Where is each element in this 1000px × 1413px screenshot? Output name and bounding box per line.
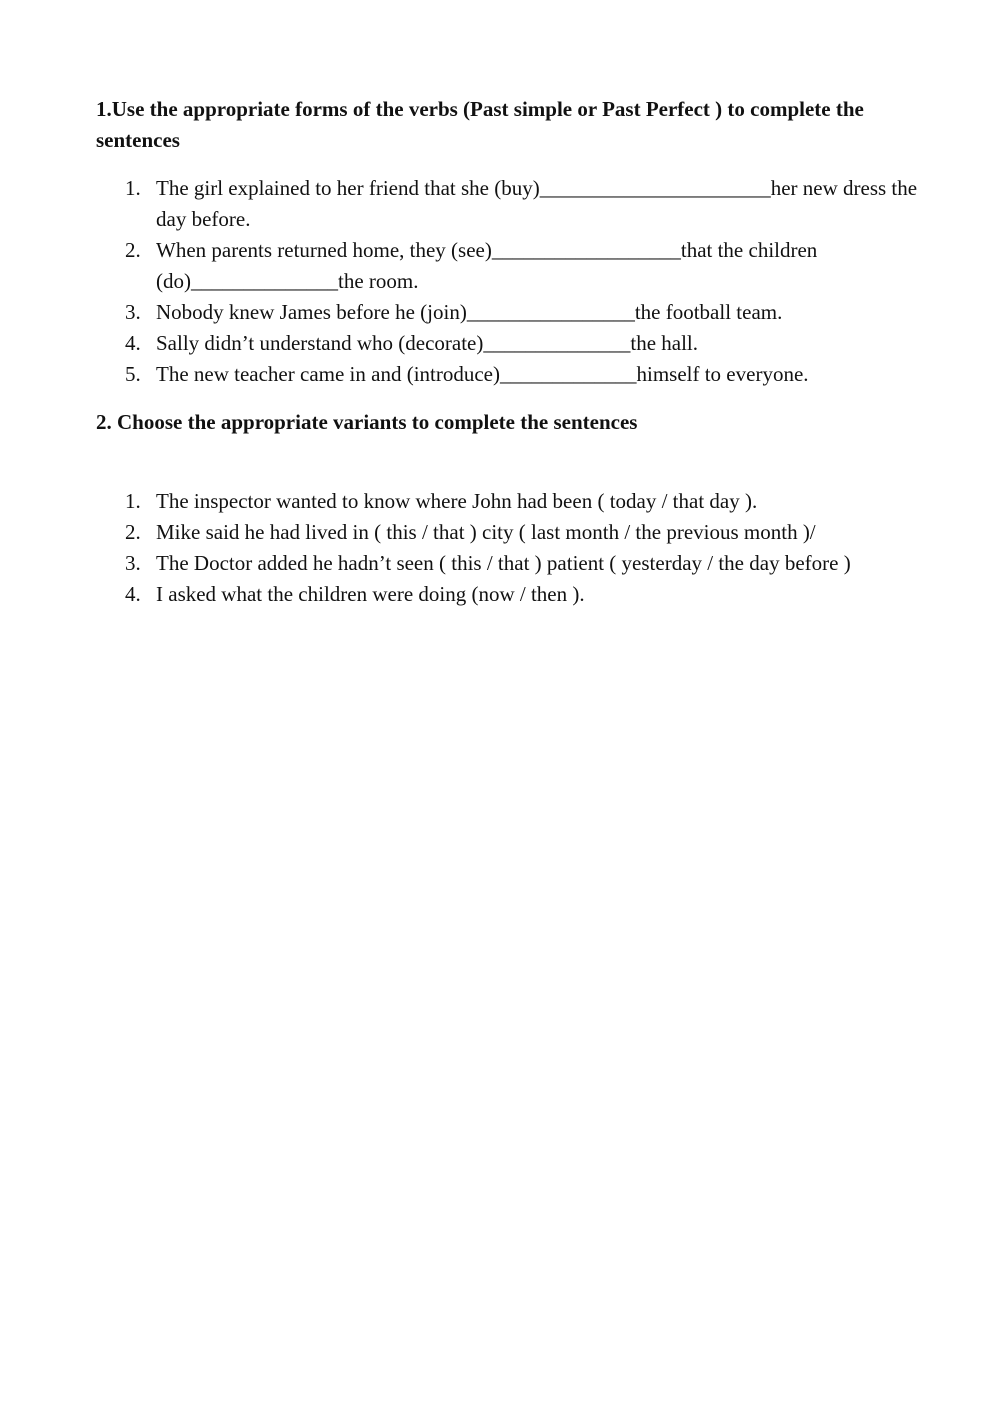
item-text: The girl explained to her friend that she (buy)______________________her new dress the day before. (156, 176, 918, 231)
list-item (0, 297, 920, 328)
item-text: I asked what the children were doing (now / then ). (156, 582, 585, 606)
item-text: The inspector wanted to know where John had been ( today / that day ). (156, 489, 758, 513)
item-number: 1. (125, 489, 141, 513)
item-text: When parents returned home, they (see)__________________that the children (do)______________the room. (156, 238, 818, 293)
section-2-list (0, 486, 1000, 610)
list-item (0, 517, 920, 548)
list-item (0, 235, 920, 297)
list-item (0, 548, 920, 579)
list-item (0, 173, 920, 235)
item-number: 5. (125, 362, 141, 386)
item-number: 2. (125, 238, 141, 262)
item-text: Sally didn’t understand who (decorate)______________the hall. (156, 331, 699, 355)
item-number: 3. (125, 300, 141, 324)
section-1-heading: 1.Use the appropriate forms of the verbs (Past simple or Past Perfect ) to complete the sentences (96, 97, 864, 152)
item-text: Mike said he had lived in ( this / that ) city ( last month / the previous month )/ (156, 520, 816, 544)
list-item (0, 328, 920, 359)
section-1-list (0, 173, 1000, 390)
item-number: 3. (125, 551, 141, 575)
list-item (0, 579, 920, 610)
item-text: Nobody knew James before he (join)________________the football team. (156, 300, 783, 324)
item-number: 2. (125, 520, 141, 544)
item-number: 4. (125, 582, 141, 606)
item-text: The Doctor added he hadn’t seen ( this / that ) patient ( yesterday / the day before ) (156, 551, 851, 575)
item-number: 1. (125, 176, 141, 200)
list-item (0, 486, 920, 517)
list-item (0, 359, 920, 390)
section-2-heading: 2. Choose the appropriate variants to complete the sentences (96, 410, 638, 434)
item-number: 4. (125, 331, 141, 355)
item-text: The new teacher came in and (introduce)_____________himself to everyone. (156, 362, 809, 386)
